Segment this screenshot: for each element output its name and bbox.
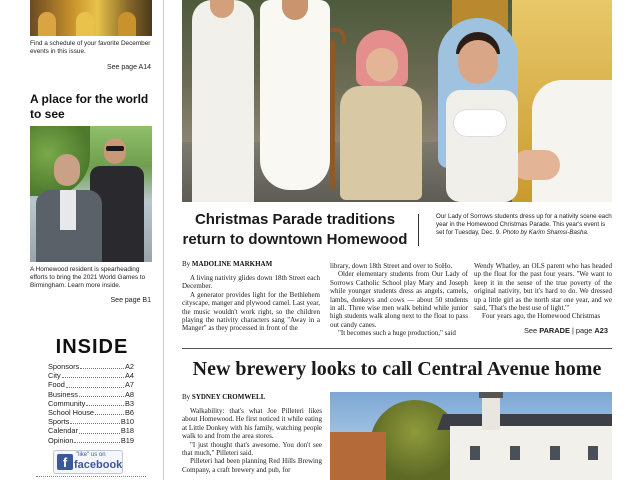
events-caption: Find a schedule of your favorite December events in this issue. xyxy=(30,40,151,55)
photo-person-foreground xyxy=(36,150,106,262)
events-photo-figure xyxy=(38,12,56,36)
paragraph: A generator provides light for the Bethlehem cityscape, manger and plywood camel. Last year, the music wouldn't work right, so the children playing the nativity characters sang "Away in a Manger" as they processed in front of the xyxy=(182,290,320,333)
paragraph: Walkability: that's what Joe Pilleteri likes about Homewood. He first noticed it while eating at Little Donkey with his family, watching people walk to and from the area stores. xyxy=(182,407,322,441)
brewery-byline: By SYDNEY CROMWELL xyxy=(182,393,266,401)
brewery-headline: New brewery looks to call Central Avenue home xyxy=(192,358,602,380)
index-item[interactable]: Sports B10 xyxy=(48,417,134,427)
paragraph: Wendy Whatley, an OLS parent who has headed up the float for the past four years. "We want to keep it in the sense of the true poverty of the original nativity, but it's hard to do. We dressed up a little girl as the north star one year, and we said, 'That's the best use of light.'" xyxy=(474,262,612,313)
photo-child-angel xyxy=(260,0,330,190)
inside-index xyxy=(48,362,134,445)
paragraph: Older elementary students from Our Lady of Sorrows Catholic School play Mary and Joseph while younger students dress as angels, camels, lambs, donkeys and cows — about 50 students in all. Three wise men walk behind while junior high students walk along next to the float to pass out candy canes. xyxy=(330,270,468,329)
story-divider xyxy=(182,348,612,349)
facebook-like-badge[interactable] xyxy=(53,450,123,474)
paragraph: library, down 18th Street and over to SoHo. xyxy=(330,262,453,270)
index-item[interactable]: Sponsors A2 xyxy=(48,362,134,371)
index-item[interactable]: City A4 xyxy=(48,371,134,381)
events-see-page-link[interactable]: See page A14 xyxy=(107,64,151,71)
photo-child-mary xyxy=(428,18,528,202)
brewery-column-1 xyxy=(182,407,322,474)
paragraph: "It becomes such a huge production," said xyxy=(338,329,456,338)
facebook-icon: f xyxy=(57,454,73,470)
index-item[interactable]: Opinion B19 xyxy=(48,435,134,445)
photo-brick-building xyxy=(330,432,386,480)
events-photo-figure xyxy=(76,12,94,36)
paragraph: Four years ago, the Homewood Christmas xyxy=(482,312,601,321)
feature-caption: A Homewood resident is spearheading efforts to bring the 2021 World Games to Birmingham. Learn more inside. xyxy=(30,266,146,289)
photo-credit: Photo by Karim Shamsi-Basha. xyxy=(502,229,589,237)
events-photo-figure xyxy=(118,12,136,36)
parade-jump-link[interactable]: See PARADE | page A23 xyxy=(524,326,608,335)
parade-photo-caption: Our Lady of Sorrows students dress up for a nativity scene each year in the Homewood Christmas Parade. This year's event is set for Tuesday, Dec. 9. Photo by Karim Shamsi-Basha. xyxy=(436,213,612,237)
paragraph: A living nativity glides down 18th Street each December. xyxy=(182,274,320,291)
paragraph: "I just thought that's awesome. You don't see that much," Pilleteri said. xyxy=(182,440,322,458)
sidebar xyxy=(0,0,164,480)
photo-child-joseph xyxy=(340,30,422,200)
index-item[interactable]: Calendar B18 xyxy=(48,426,134,436)
parade-photo xyxy=(182,0,612,202)
photo-window xyxy=(588,446,598,460)
photo-window xyxy=(470,446,480,460)
parade-column-2 xyxy=(330,262,468,338)
parade-byline: By MADOLINE MARKHAM xyxy=(182,260,273,268)
index-item[interactable]: School House B6 xyxy=(48,408,134,418)
events-photo xyxy=(30,0,152,36)
photo-window xyxy=(550,446,560,460)
inside-title: INSIDE xyxy=(55,336,129,358)
feature-see-page-link[interactable]: See page B1 xyxy=(110,297,151,304)
photo-child-angel xyxy=(192,0,254,202)
parade-column-3 xyxy=(474,262,612,321)
index-item[interactable]: Business A8 xyxy=(48,389,134,399)
facebook-like-text: "like" us on xyxy=(76,452,106,458)
headline-divider xyxy=(418,214,419,246)
parade-column-1 xyxy=(182,274,320,333)
parade-headline: Christmas Parade traditions return to downtown Homewood xyxy=(182,211,408,248)
brewery-photo xyxy=(330,392,612,480)
photo-tower xyxy=(482,396,500,430)
photo-shepherd-staff xyxy=(330,40,335,190)
facebook-wordmark: facebook xyxy=(74,459,123,471)
paragraph: Pilleteri had been planning Red Hills Brewing Company, a craft brewery and pub, for xyxy=(182,457,322,474)
index-item[interactable]: Food A7 xyxy=(48,380,134,390)
index-item[interactable]: Community B3 xyxy=(48,398,134,408)
feature-heading: A place for the world to see xyxy=(30,92,149,121)
sidebar-divider xyxy=(36,476,146,479)
photo-window xyxy=(510,446,520,460)
feature-photo xyxy=(30,126,152,262)
